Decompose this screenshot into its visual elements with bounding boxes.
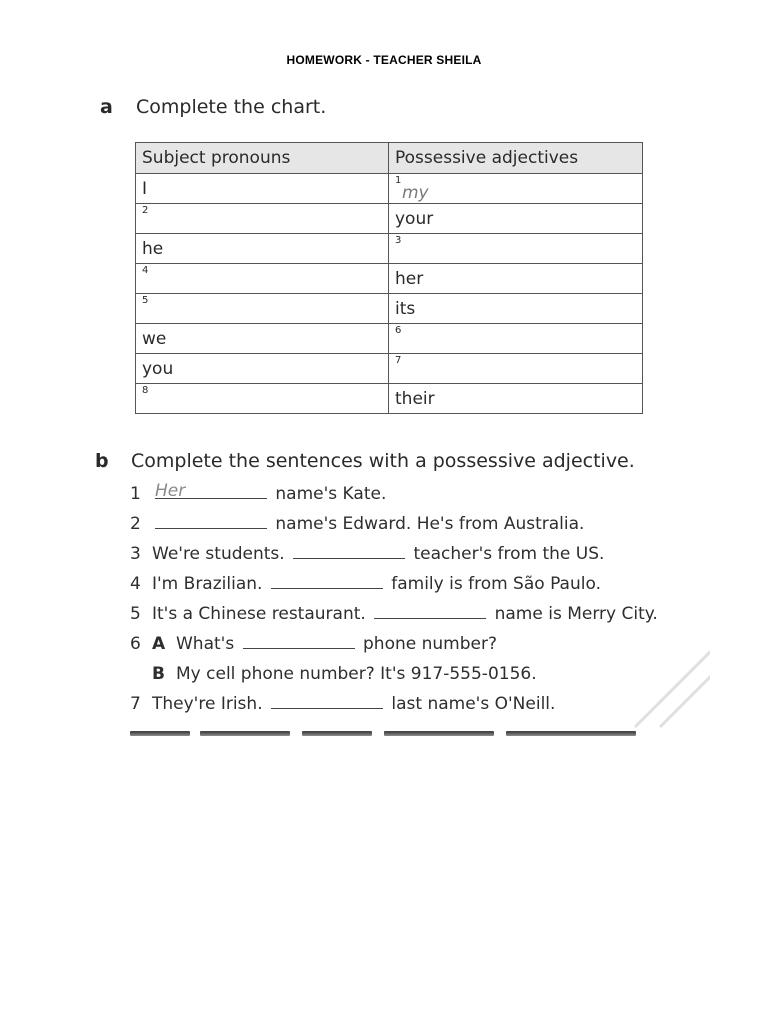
speaker-label: A (152, 634, 166, 654)
chart-cell-subject (136, 174, 389, 204)
possessive-adjective: your (395, 209, 434, 229)
item-number: 6 (395, 325, 402, 336)
sentence-before: They're Irish. (152, 694, 263, 714)
chart-cell-subject (136, 294, 389, 324)
sentence-before: What's (176, 634, 235, 654)
sentence-item (130, 634, 690, 664)
chart-row (136, 384, 643, 414)
example-answer: Her (155, 481, 186, 501)
worksheet-scan (90, 82, 710, 742)
sentence-text: My cell phone number? It's 917-555-0156. (176, 664, 537, 684)
item-number: 2 (142, 205, 149, 216)
answer-blank[interactable] (293, 544, 405, 559)
section-b-instruction: Complete the sentences with a possessive adjective. (131, 450, 635, 472)
page-title: HOMEWORK - TEACHER SHEILA (286, 53, 482, 67)
sentence-number: 4 (130, 574, 141, 594)
sentence-number: 5 (130, 604, 141, 624)
chart-header-row (136, 143, 643, 174)
chart-cell-possessive (389, 354, 643, 384)
answer-blank[interactable] (243, 634, 355, 649)
section-a-heading (100, 96, 326, 118)
sentence-after: last name's O'Neill. (391, 694, 556, 714)
sentence-item (130, 574, 690, 604)
chart-row (136, 204, 643, 234)
sentence-number: 3 (130, 544, 141, 564)
chart-cell-possessive (389, 294, 643, 324)
section-b-heading (95, 450, 635, 472)
chart-cell-possessive (389, 174, 643, 204)
chart-row (136, 264, 643, 294)
sentence-item (130, 481, 690, 514)
chart-cell-possessive (389, 234, 643, 264)
section-a-instruction: Complete the chart. (136, 96, 327, 118)
chart-cell-possessive (389, 384, 643, 414)
sentence-after: name is Merry City. (494, 604, 658, 624)
sentence-before: We're students. (152, 544, 285, 564)
sentence-item (130, 544, 690, 574)
item-number: 4 (142, 265, 149, 276)
answer-blank[interactable] (271, 694, 383, 709)
possessive-adjective: their (395, 389, 435, 409)
sentence-number: 6 (130, 634, 141, 654)
sentence-after: family is from São Paulo. (391, 574, 601, 594)
item-number: 7 (395, 355, 402, 366)
chart-header-subject: Subject pronouns (136, 143, 389, 174)
chart-header-possessive: Possessive adjectives (389, 143, 643, 174)
chart-row (136, 324, 643, 354)
item-number: 8 (142, 385, 149, 396)
subject-pronoun: we (142, 329, 167, 349)
chart-cell-subject (136, 234, 389, 264)
item-number: 5 (142, 295, 149, 306)
sentence-after: phone number? (363, 634, 497, 654)
answer-blank[interactable] (155, 481, 267, 501)
chart-cell-subject (136, 324, 389, 354)
cropped-next-line (130, 728, 690, 736)
sentence-after: teacher's from the US. (413, 544, 605, 564)
answer-blank[interactable] (271, 574, 383, 589)
subject-pronoun: you (142, 359, 174, 379)
sentence-number: 7 (130, 694, 141, 714)
chart-cell-possessive (389, 324, 643, 354)
chart-cell-possessive (389, 204, 643, 234)
pronoun-chart (135, 142, 643, 414)
sentence-before: I'm Brazilian. (152, 574, 263, 594)
chart-cell-possessive (389, 264, 643, 294)
chart-row (136, 294, 643, 324)
section-a-letter: a (100, 96, 113, 118)
sentence-item (130, 694, 690, 724)
item-number: 3 (395, 235, 402, 246)
chart-cell-subject (136, 354, 389, 384)
chart-row (136, 174, 643, 204)
sentence-before: It's a Chinese restaurant. (152, 604, 366, 624)
subject-pronoun: I (142, 179, 148, 199)
sentence-number: 1 (130, 484, 141, 504)
chart-cell-subject (136, 384, 389, 414)
chart-row (136, 354, 643, 384)
sentence-after: name's Edward. He's from Australia. (275, 514, 585, 534)
section-b-letter: b (95, 450, 109, 472)
chart-cell-subject (136, 204, 389, 234)
sentence-after: name's Kate. (275, 484, 387, 504)
sentence-number: 2 (130, 514, 141, 534)
possessive-adjective: her (395, 269, 424, 289)
sentence-item (130, 664, 690, 694)
watermark-mark (630, 642, 710, 732)
item-number: 1 (395, 175, 402, 186)
possessive-adjective: my (402, 183, 429, 203)
sentence-list (130, 481, 690, 724)
sentence-item (130, 604, 690, 634)
sentence-item (130, 514, 690, 544)
answer-blank[interactable] (374, 604, 486, 619)
speaker-label: B (152, 664, 165, 684)
chart-cell-subject (136, 264, 389, 294)
subject-pronoun: he (142, 239, 164, 259)
answer-blank[interactable] (155, 514, 267, 529)
chart-row (136, 234, 643, 264)
possessive-adjective: its (395, 299, 416, 319)
